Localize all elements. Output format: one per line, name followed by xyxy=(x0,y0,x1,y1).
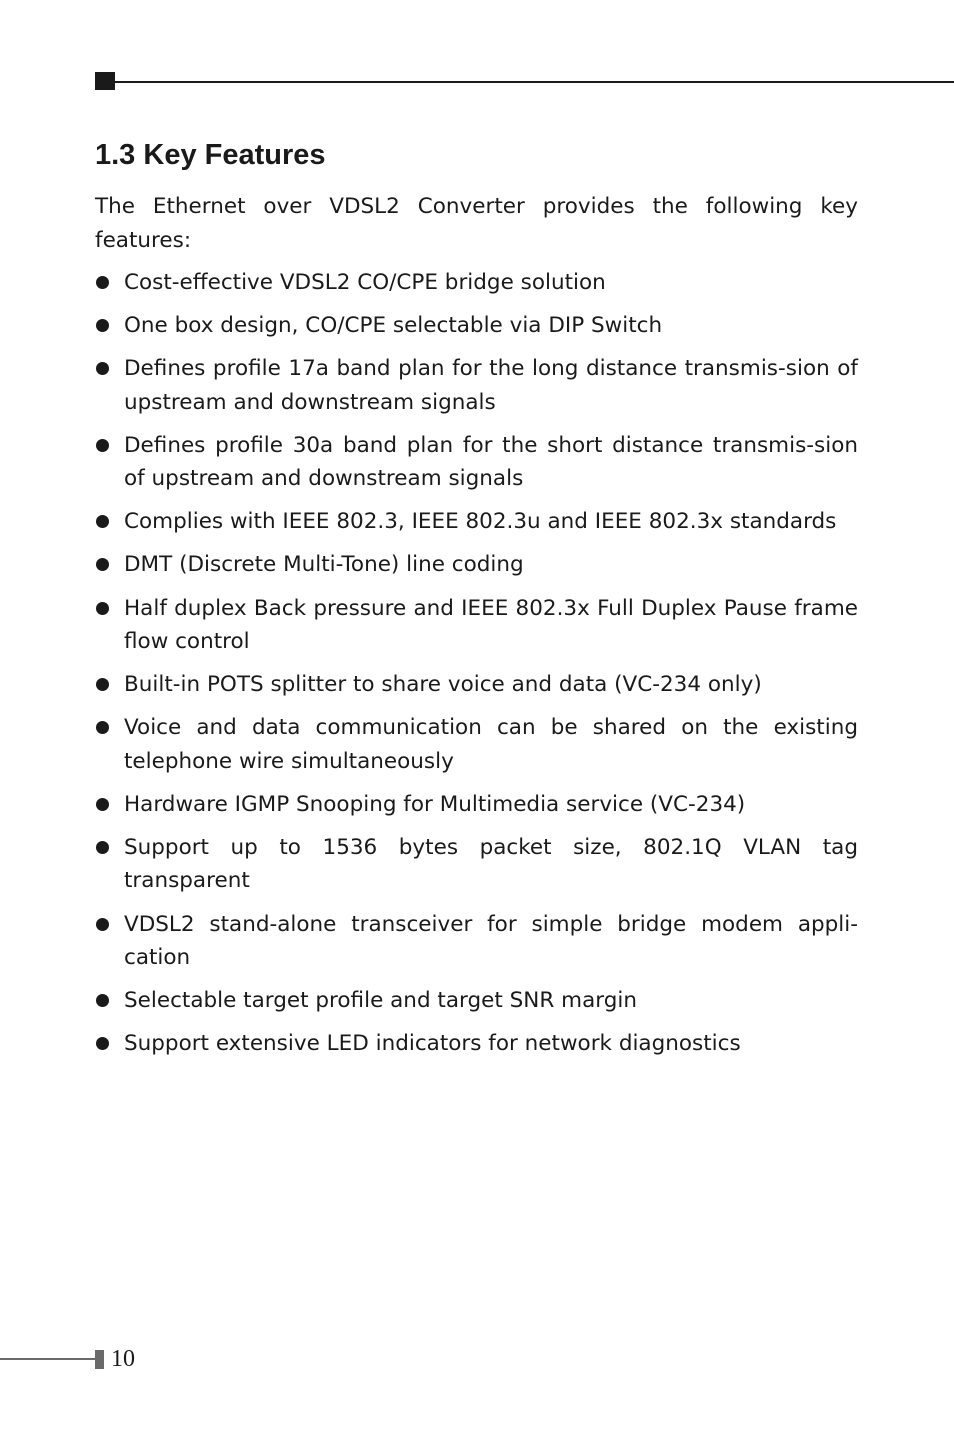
list-item xyxy=(95,831,858,898)
bullet-icon xyxy=(96,276,109,289)
feature-list xyxy=(95,266,858,1061)
list-item xyxy=(95,1027,858,1061)
feature-text: Built-in POTS splitter to share voice and data (VC-234 only) xyxy=(124,672,762,698)
bullet-icon xyxy=(96,602,109,615)
footer-tab-marker xyxy=(95,1350,104,1369)
list-item xyxy=(95,908,858,975)
bullet-icon xyxy=(96,439,109,452)
feature-text: Defines profile 30a band plan for the short distance transmis-sion of upstream and downstream signals xyxy=(124,432,858,492)
feature-text: One box design, CO/CPE selectable via DIP Switch xyxy=(124,313,663,339)
list-item xyxy=(95,266,858,300)
feature-text: Half duplex Back pressure and IEEE 802.3x Full Duplex Pause frame flow control xyxy=(124,595,858,655)
feature-text: Hardware IGMP Snooping for Multimedia service (VC-234) xyxy=(124,791,746,817)
bullet-icon xyxy=(96,515,109,528)
list-item xyxy=(95,984,858,1018)
list-item xyxy=(95,668,858,702)
bullet-icon xyxy=(96,678,109,691)
bullet-icon xyxy=(96,319,109,332)
header-square-marker xyxy=(95,72,115,90)
section-intro: The Ethernet over VDSL2 Converter provides the following key features: xyxy=(95,194,858,253)
bullet-icon xyxy=(96,1037,109,1050)
section-title: 1.3 Key Features xyxy=(95,139,326,171)
feature-text: Voice and data communication can be shared on the existing telephone wire simultaneously xyxy=(124,715,858,774)
feature-text: Support up to 1536 bytes packet size, 802.1Q VLAN tag transparent xyxy=(124,834,858,894)
list-item xyxy=(95,429,858,496)
bullet-icon xyxy=(96,918,109,931)
list-item xyxy=(95,309,858,343)
bullet-icon xyxy=(96,362,109,375)
feature-text: Selectable target profile and target SNR margin xyxy=(124,988,637,1014)
page-content xyxy=(95,136,858,1070)
list-item xyxy=(95,352,858,419)
feature-text: Complies with IEEE 802.3, IEEE 802.3u and IEEE 802.3x standards xyxy=(124,509,837,535)
feature-text: Support extensive LED indicators for network diagnostics xyxy=(124,1031,741,1057)
feature-text: Defines profile 17a band plan for the long distance transmis-sion of upstream and downstream signals xyxy=(124,356,858,415)
bullet-icon xyxy=(96,721,109,734)
footer-rule xyxy=(0,1358,96,1360)
page-number: 10 xyxy=(111,1346,135,1372)
feature-text: DMT (Discrete Multi-Tone) line coding xyxy=(124,552,524,578)
bullet-icon xyxy=(96,798,109,811)
bullet-icon xyxy=(96,841,109,854)
feature-text: Cost-effective VDSL2 CO/CPE bridge solution xyxy=(124,270,606,295)
bullet-icon xyxy=(96,558,109,571)
list-item xyxy=(95,505,858,539)
list-item xyxy=(95,788,858,822)
bullet-icon xyxy=(96,994,109,1007)
list-item xyxy=(95,592,858,659)
list-item xyxy=(95,711,858,778)
feature-text: VDSL2 stand-alone transceiver for simple bridge modem appli-cation xyxy=(124,911,858,971)
header-rule xyxy=(95,81,954,83)
list-item xyxy=(95,548,858,582)
